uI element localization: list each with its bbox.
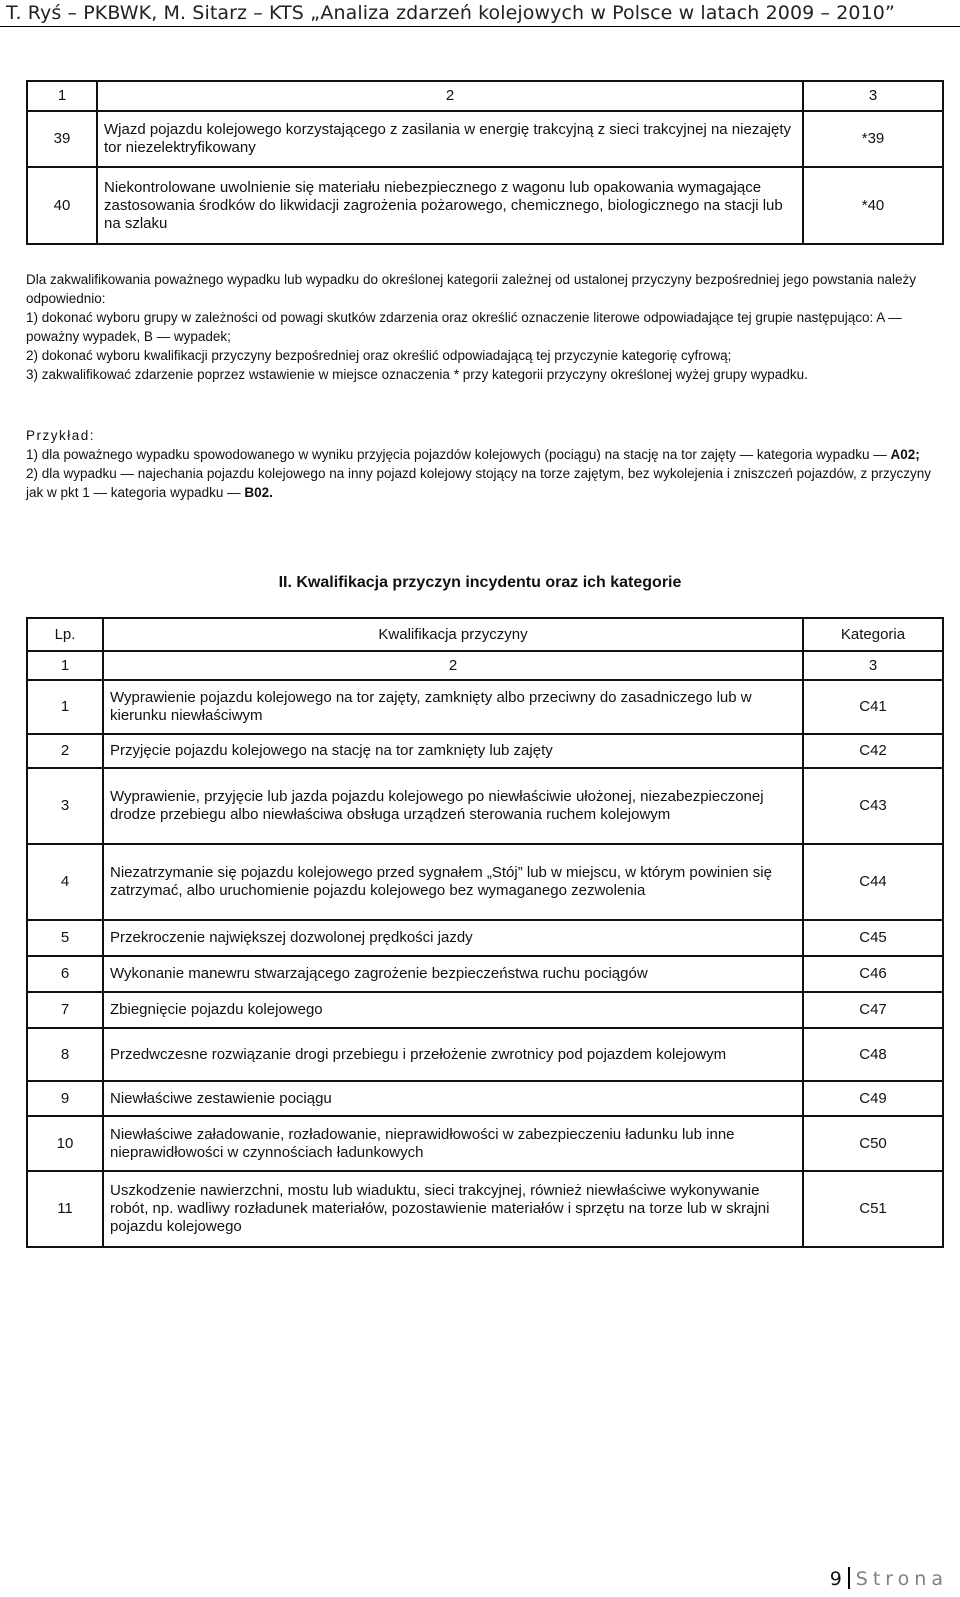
table-row [27,992,943,1028]
row-category: *40 [803,167,943,244]
table-row [27,844,943,920]
row-category: C43 [803,768,943,844]
row-category: *39 [803,111,943,167]
row-category: C46 [803,956,943,992]
column-header-cause: Kwalifikacja przyczyny [103,618,803,651]
row-category: C47 [803,992,943,1028]
column-header-category: Kategoria [803,618,943,651]
section-title: II. Kwalifikacja przyczyn incydentu oraz ich kategorie [278,574,682,591]
example-block [26,426,941,502]
table-row [27,1028,943,1081]
page-header: T. Ryś – PKBWK, M. Sitarz – KTS „Analiza zdarzeń kolejowych w Polsce w latach 2009 – 2010” [6,2,895,24]
row-description: Zbiegnięcie pojazdu kolejowego [103,992,803,1028]
row-description: Wyprawienie, przyjęcie lub jazda pojazdu kolejowego po niewłaściwie ułożonej, niezabezpieczonej drodze przebiegu albo niewłaściwa obsługa urządzeń sterowania ruchem kolejowym [103,768,803,844]
row-description: Przyjęcie pojazdu kolejowego na stację na tor zamknięty lub zajęty [103,734,803,768]
row-category: C49 [803,1081,943,1116]
page-footer [830,1567,948,1590]
table-row [27,920,943,956]
header-rule [0,26,960,27]
incident-cause-table [26,617,944,1248]
column-header-lp: Lp. [27,618,103,651]
row-category: C44 [803,844,943,920]
column-number-2: 2 [97,81,803,111]
row-lp: 39 [27,111,97,167]
footer-separator [848,1567,850,1589]
page-word: Strona [855,1568,948,1590]
row-description: Wjazd pojazdu kolejowego korzystającego z zasilania w energię trakcyjną z sieci trakcyjnej na niezajęty tor niezelektryfikowany [97,111,803,167]
row-category: C45 [803,920,943,956]
table-row [27,1171,943,1247]
row-description: Niewłaściwe załadowanie, rozładowanie, nieprawidłowości w zabezpieczeniu ładunku lub inne nieprawidłowości w czynnościach ładunkowych [103,1116,803,1171]
table-row [27,167,943,244]
table-row [27,680,943,734]
row-lp: 8 [27,1028,103,1081]
row-lp: 11 [27,1171,103,1247]
row-category: C42 [803,734,943,768]
example-item-code: B02. [244,485,273,500]
example-item [26,464,941,502]
row-lp: 3 [27,768,103,844]
row-description: Przekroczenie największej dozwolonej prędkości jazdy [103,920,803,956]
row-description: Uszkodzenie nawierzchni, mostu lub wiaduktu, sieci trakcyjnej, również niewłaściwe wykonywanie robót, np. wadliwy rozładunek materiałów, pozostawienie materiałów i sprzętu na torze lub w skrajni pojazdu kolejowego [103,1171,803,1247]
example-item [26,445,941,464]
table-row [27,768,943,844]
row-lp: 4 [27,844,103,920]
table-row [27,734,943,768]
instruction-item: 1) dokonać wyboru grupy w zależności od powagi skutków zdarzenia oraz określić oznaczenie literowe odpowiadające tej grupie następująco: A — poważny wypadek, B — wypadek; [26,310,902,344]
column-number-3: 3 [803,651,943,680]
row-description: Niekontrolowane uwolnienie się materiału niebezpiecznego z wagonu lub opakowania wymagające zastosowania środków do likwidacji zagrożenia pożarowego, chemicznego, biologicznego na stacji lub na szlaku [97,167,803,244]
column-number-1: 1 [27,651,103,680]
row-category: C50 [803,1116,943,1171]
row-lp: 1 [27,680,103,734]
row-lp: 2 [27,734,103,768]
row-lp: 7 [27,992,103,1028]
page-number: 9 [829,1568,842,1590]
table-row [27,1116,943,1171]
table-row [27,111,943,167]
example-item-text: 1) dla poważnego wypadku spowodowanego w wyniku przyjęcia pojazdów kolejowych (pociągu) na stację na tor zajęty — kategoria wypadku — [26,447,891,462]
row-lp: 9 [27,1081,103,1116]
table-row [27,956,943,992]
row-lp: 40 [27,167,97,244]
example-item-code: A02; [890,447,920,462]
instruction-item: 2) dokonać wyboru kwalifikacji przyczyny bezpośredniej oraz określić odpowiadającą tej przyczynie kategorię cyfrową; [26,348,732,363]
row-category: C41 [803,680,943,734]
row-description: Niewłaściwe zestawienie pociągu [103,1081,803,1116]
row-description: Wyprawienie pojazdu kolejowego na tor zajęty, zamknięty albo przeciwny do zasadniczego lub w kierunku niewłaściwym [103,680,803,734]
row-lp: 10 [27,1116,103,1171]
column-number-3: 3 [803,81,943,111]
row-description: Niezatrzymanie się pojazdu kolejowego przed sygnałem „Stój” lub w miejscu, w którym powinien się zatrzymać, albo uruchomienie pojazdu kolejowego bez wymaganego zezwolenia [103,844,803,920]
row-lp: 6 [27,956,103,992]
instructions-intro: Dla zakwalifikowania poważnego wypadku lub wypadku do określonej kategorii zależnej od ustalonej przyczyny bezpośredniej jego powstania należy odpowiednio: [26,272,917,306]
instruction-item: 3) zakwalifikować zdarzenie poprzez wstawienie w miejsce oznaczenia * przy kategorii przyczyny określonej wyżej grupy wypadku. [26,367,808,382]
example-item-text: 2) dla wypadku — najechania pojazdu kolejowego na inny pojazd kolejowy stojący na torze zajętym, bez wykolejenia i zniszczeń pojazdów, z przyczyny jak w pkt 1 — kategoria wypadku — [26,466,931,500]
column-number-2: 2 [103,651,803,680]
classification-instructions [26,270,941,384]
row-category: C51 [803,1171,943,1247]
row-category: C48 [803,1028,943,1081]
column-number-1: 1 [27,81,97,111]
row-description: Przedwczesne rozwiązanie drogi przebiegu i przełożenie zwrotnicy pod pojazdem kolejowym [103,1028,803,1081]
table-row [27,1081,943,1116]
row-lp: 5 [27,920,103,956]
row-description: Wykonanie manewru stwarzającego zagrożenie bezpieczeństwa ruchu pociągów [103,956,803,992]
incident-categories-table-continued [26,80,944,245]
example-label: Przykład: [26,428,96,443]
